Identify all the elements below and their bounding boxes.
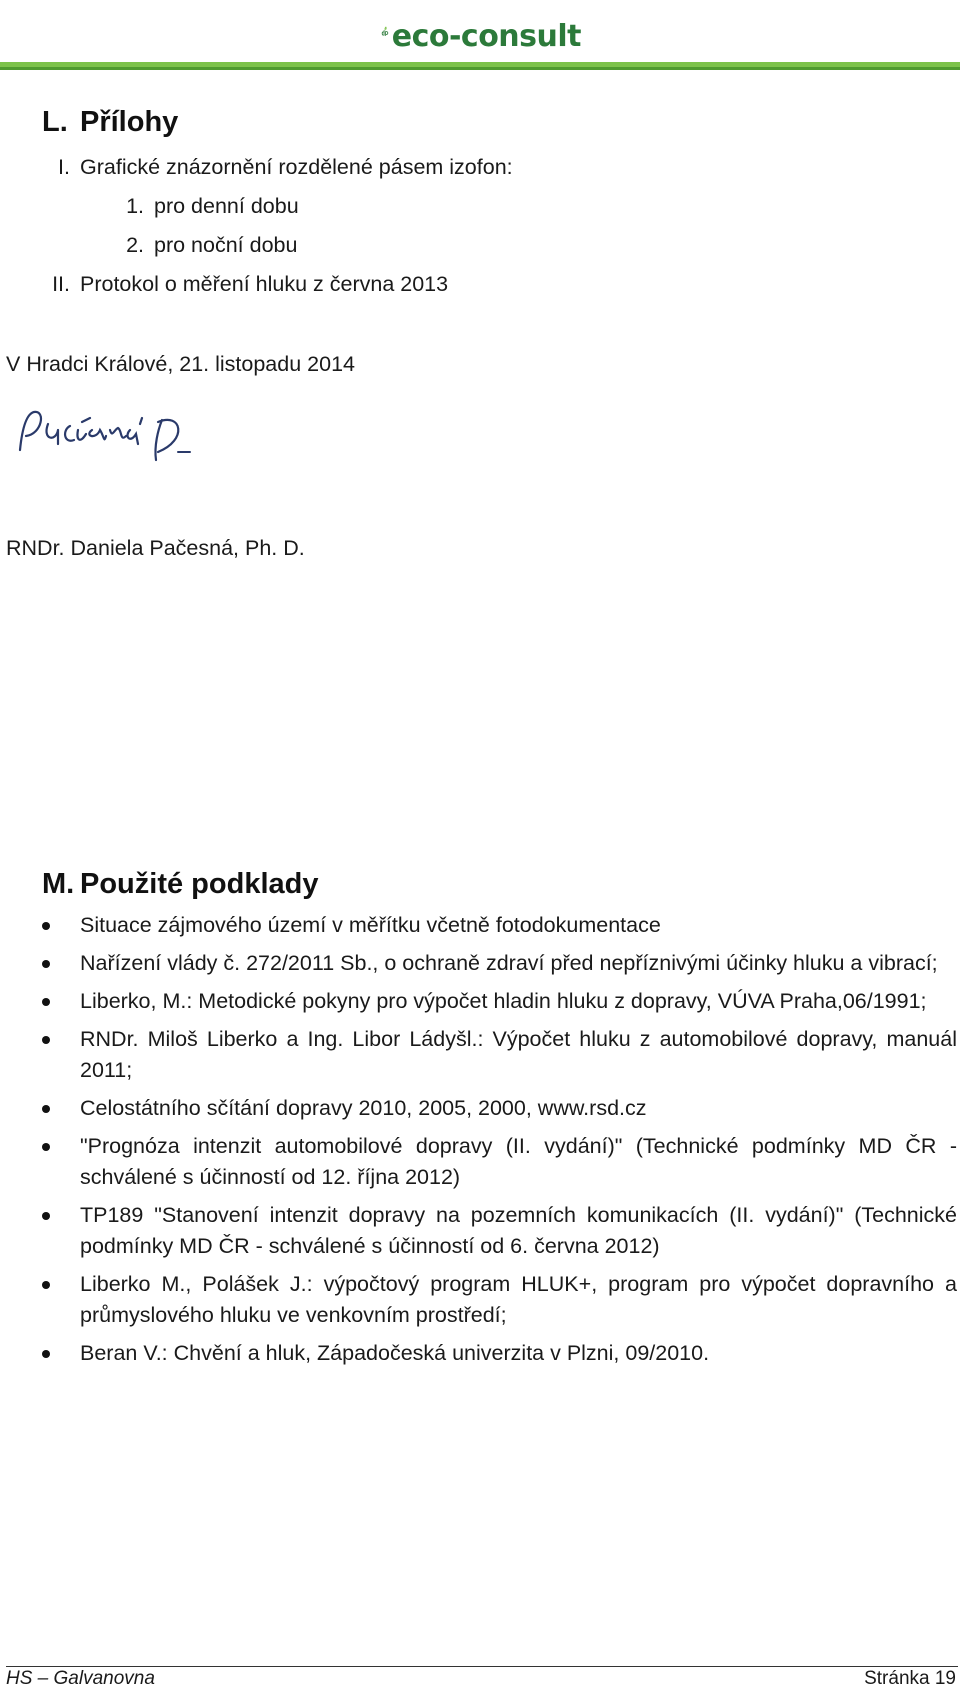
source-text: Liberko, M.: Metodické pokyny pro výpočet hladin hluku z dopravy, VÚVA Praha,06/1991;	[80, 989, 927, 1013]
section-l-letter: L.	[42, 106, 68, 138]
footer-document-name: HS – Galvanovna	[6, 1668, 155, 1689]
bullet-icon	[42, 1105, 50, 1113]
source-item	[42, 1131, 957, 1193]
source-item	[42, 910, 957, 941]
source-item	[42, 1338, 957, 1369]
bullet-icon	[42, 1036, 50, 1044]
bullet-icon	[42, 960, 50, 968]
footer-divider	[6, 1666, 958, 1667]
attachment-number: 1.	[126, 194, 144, 218]
source-text: Situace zájmového území v měřítku včetně fotodokumentace	[80, 913, 661, 937]
source-text: Beran V.: Chvění a hluk, Západočeská univerzita v Plzni, 09/2010.	[80, 1341, 710, 1365]
section-m-heading	[42, 868, 318, 901]
section-l-heading	[42, 106, 178, 139]
source-text: Celostátního sčítání dopravy 2010, 2005, 2000, www.rsd.cz	[80, 1096, 647, 1120]
author-name: RNDr. Daniela Pačesná, Ph. D.	[6, 536, 305, 560]
bullet-icon	[42, 998, 50, 1006]
logo-text: eco-consult	[391, 19, 581, 54]
attachment-subitem	[126, 233, 298, 258]
attachment-text: pro denní dobu	[154, 194, 299, 218]
attachment-number: I.	[58, 155, 70, 179]
sources-list	[42, 910, 957, 1376]
section-m-letter: M.	[42, 868, 75, 900]
section-l-title: Přílohy	[80, 106, 179, 138]
attachment-subitem	[126, 194, 299, 219]
attachment-text: Grafické znázornění rozdělené pásem izofon:	[80, 155, 513, 179]
company-logo	[381, 2, 581, 60]
bullet-icon	[42, 922, 50, 930]
attachment-text: pro noční dobu	[154, 233, 298, 257]
source-text: "Prognóza intenzit automobilové dopravy (II. vydání)" (Technické podmínky MD ČR - schválené s účinností od 12. října 2012)	[80, 1134, 957, 1189]
header-divider	[0, 62, 960, 70]
attachment-item	[58, 155, 513, 180]
attachment-number: II.	[52, 272, 70, 296]
source-item	[42, 1024, 957, 1086]
signature-icon	[12, 400, 202, 472]
bullet-icon	[42, 1212, 50, 1220]
source-item	[42, 1269, 957, 1331]
source-item	[42, 1093, 957, 1124]
source-text: RNDr. Miloš Liberko a Ing. Libor Ládyšl.: Výpočet hluku z automobilové dopravy, manuál 2011;	[80, 1027, 957, 1082]
section-m-title: Použité podklady	[80, 868, 319, 900]
attachment-item	[52, 272, 449, 297]
place-and-date: V Hradci Králové, 21. listopadu 2014	[6, 352, 355, 376]
bullet-icon	[42, 1143, 50, 1151]
source-item	[42, 1200, 957, 1262]
source-text: Liberko M., Polášek J.: výpočtový program HLUK+, program pro výpočet dopravního a průmyslového hluku ve venkovním prostředí;	[80, 1272, 957, 1327]
source-item	[42, 986, 957, 1017]
source-item	[42, 948, 957, 979]
footer-page-number: Stránka 19	[864, 1668, 956, 1689]
attachment-text: Protokol o měření hluku z června 2013	[80, 272, 449, 296]
source-text: TP189 "Stanovení intenzit dopravy na pozemních komunikacích (II. vydání)" (Technické podmínky MD ČR - schválené s účinností od 6. června 2012)	[80, 1203, 957, 1258]
bullet-icon	[42, 1281, 50, 1289]
source-text: Nařízení vlády č. 272/2011 Sb., o ochraně zdraví před nepříznivými účinky hluku a vibrací;	[80, 951, 938, 975]
attachment-number: 2.	[126, 233, 144, 257]
dp-leaf-logo-icon	[381, 2, 390, 60]
bullet-icon	[42, 1350, 50, 1358]
